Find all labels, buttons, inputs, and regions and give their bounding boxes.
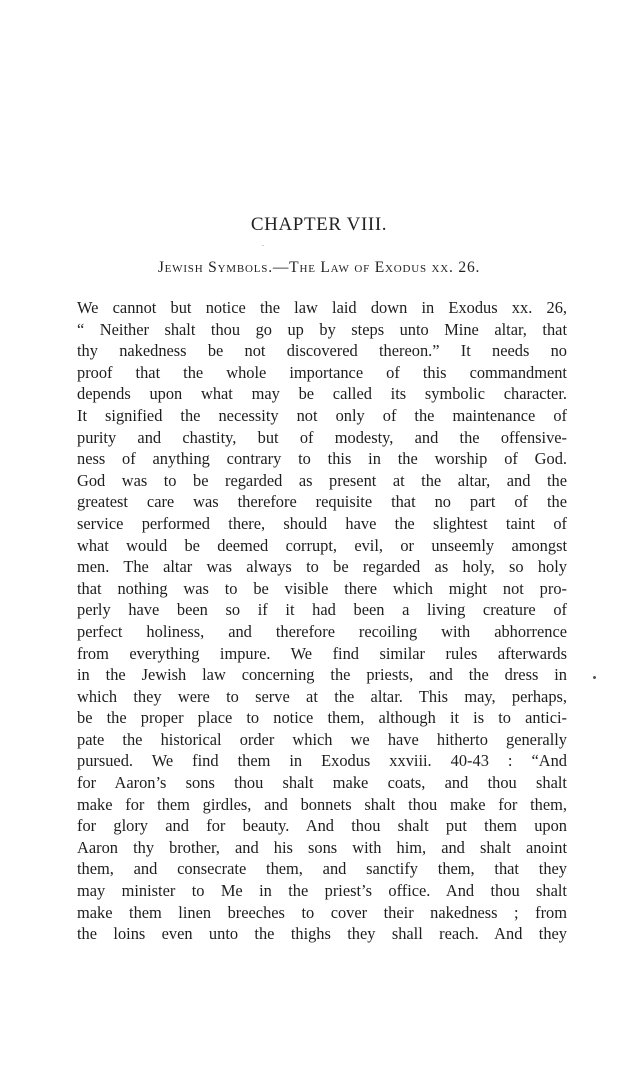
text-line: them, and consecrate them, and sanctify them, that they [77, 859, 567, 879]
text-line: ness of anything contrary to this in the worship of God. [77, 449, 567, 469]
text-line: men. The altar was always to be regarded as holy, so holy [77, 557, 567, 577]
text-line: make them linen breeches to cover their nakedness ; from [77, 902, 567, 922]
text-line: Aaron thy brother, and his sons with him, and shalt anoint [77, 837, 567, 857]
body-text [77, 297, 567, 945]
text-line: depends upon what may be called its symbolic character. [77, 384, 567, 404]
text-line: that nothing was to be visible there which might not pro- [77, 578, 567, 598]
text-line: proof that the whole importance of this commandment [77, 362, 567, 382]
text-line: make for them girdles, and bonnets shalt thou make for them, [77, 794, 567, 814]
text-line: what would be deemed corrupt, evil, or unseemly amongst [77, 535, 567, 555]
text-line: God was to be regarded as present at the altar, and the [77, 470, 567, 490]
text-line: greatest care was therefore requisite that no part of the [77, 492, 567, 512]
text-line: We cannot but notice the law laid down in Exodus xx. 26, [77, 298, 567, 317]
chapter-heading: CHAPTER VIII. [250, 214, 388, 235]
text-line: may minister to Me in the priest’s office. And thou shalt [77, 881, 567, 901]
ink-speck [262, 245, 264, 246]
text-line: service performed there, should have the slightest taint of [77, 513, 567, 533]
text-line: It signified the necessity not only of the maintenance of [77, 405, 567, 425]
text-line: be the proper place to notice them, although it is to antici- [77, 708, 567, 728]
section-heading: Jewish Symbols.—The Law of Exodus xx. 26. [157, 259, 481, 276]
text-line: perfect holiness, and therefore recoiling with abhorrence [77, 621, 567, 641]
text-line: from everything impure. We find similar rules afterwards [77, 643, 567, 663]
text-line: purity and chastity, but of modesty, and the offensive- [77, 427, 567, 447]
text-line: in the Jewish law concerning the priests, and the dress in [77, 665, 567, 685]
margin-speck [593, 676, 596, 679]
text-line: pursued. We find them in Exodus xxviii. 40-43 : “And [77, 751, 567, 771]
text-line: “ Neither shalt thou go up by steps unto Mine altar, that [77, 319, 567, 339]
text-line: thy nakedness be not discovered thereon.” It needs no [77, 341, 567, 361]
text-line: which they were to serve at the altar. This may, perhaps, [77, 686, 567, 706]
text-line: for Aaron’s sons thou shalt make coats, and thou shalt [77, 773, 567, 793]
text-line: the loins even unto the thighs they shall reach. And they [77, 924, 567, 944]
text-line: for glory and for beauty. And thou shalt put them upon [77, 816, 567, 836]
text-line: pate the historical order which we have hitherto generally [77, 729, 567, 749]
text-line: perly have been so if it had been a living creature of [77, 600, 567, 620]
